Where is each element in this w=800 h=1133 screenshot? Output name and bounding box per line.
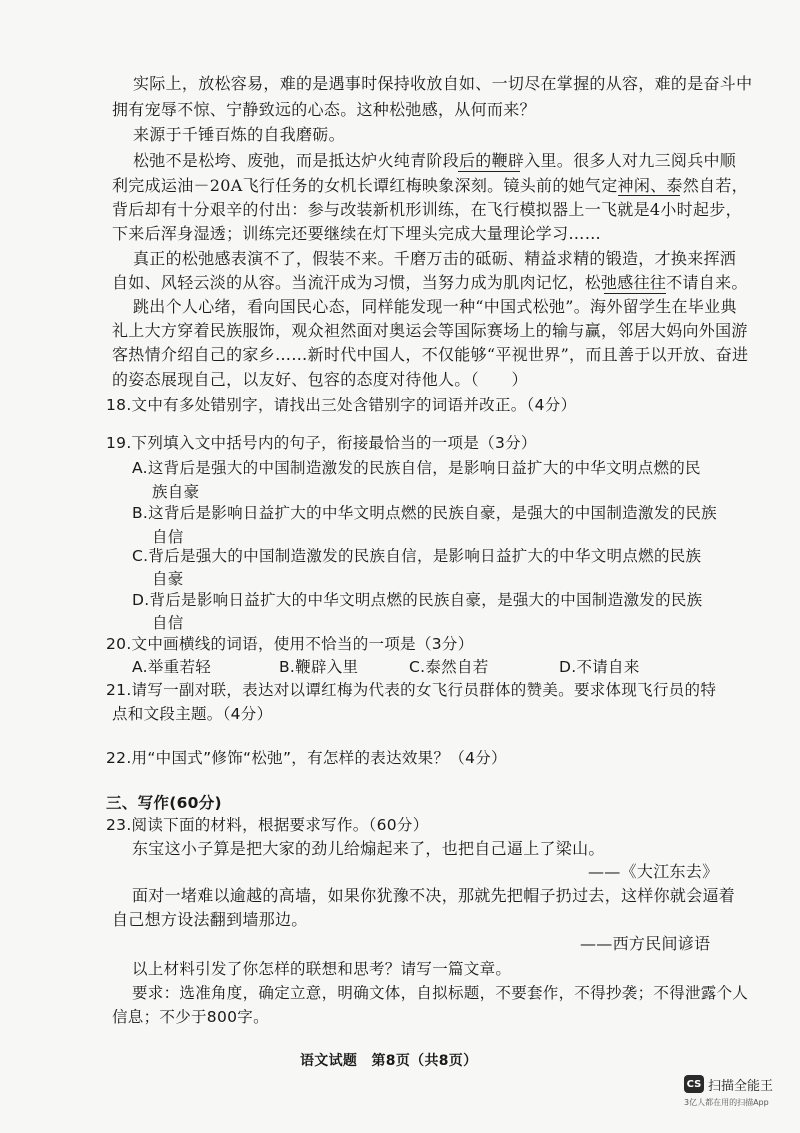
page-footer: 语文试题 第8页（共8页） bbox=[300, 1053, 478, 1069]
underline-tairanziruo bbox=[618, 195, 680, 196]
question-22: 22.用“中国式”修饰“松弛”，有怎样的表达效果？（4分） bbox=[106, 749, 507, 767]
passage-p3-line2: 利完成运油－20A飞行任务的女机长谭红梅映象深刻。镜头前的她气定神闲、泰然自若， bbox=[112, 176, 748, 195]
scanner-tagline: 3亿人都在用的扫描App bbox=[684, 1098, 769, 1107]
passage-p1-line1: 实际上，放松容易，难的是遇事时保持收放自如、一切尽在掌握的从容，难的是奋斗中 bbox=[133, 74, 753, 93]
q19-option-d-line2: 自信 bbox=[152, 614, 184, 632]
q19-option-a-line1: A.这背后是强大的中国制造激发的民族自信，是影响日益扩大的中华文明点燃的民 bbox=[132, 459, 701, 477]
q20-option-a: A.举重若轻 bbox=[132, 658, 212, 676]
passage-p3-line3: 背后却有十分艰辛的付出：参与改装新机形训练，在飞行模拟器上一飞就是4小时起步， bbox=[112, 200, 742, 219]
q19-option-b-line2: 自信 bbox=[152, 528, 184, 546]
scanner-brand: 扫描全能王 bbox=[708, 1079, 774, 1094]
question-21-line1: 21.请写一副对联，表达对以谭红梅为代表的女飞行员群体的赞美。要求体现飞行员的特 bbox=[106, 681, 717, 699]
q19-option-d-line1: D.背后是影响日益扩大的中华文明点燃的民族自豪，是强大的中国制造激发的民族 bbox=[132, 591, 703, 609]
writing-prompt: 以上材料引发了你怎样的联想和思考？请写一篇文章。 bbox=[132, 960, 512, 978]
material-2-line1: 面对一堵难以逾越的高墙，如果你犹豫不决，那就先把帽子扔过去，这样你就会逼着 bbox=[132, 886, 736, 905]
q19-option-b-line1: B.这背后是影响日益扩大的中华文明点燃的民族自豪，是强大的中国制造激发的民族 bbox=[132, 504, 717, 522]
writing-requirements-line1: 要求：选准角度，确定立意，明确文体，自拟标题，不要套作，不得抄袭；不得泄露个人 bbox=[132, 984, 749, 1002]
underline-bianpirul bbox=[458, 171, 520, 172]
passage-p4-line1: 真正的松弛感表演不了，假装不来。千磨万击的砥砺、精益求精的锻造，才换来挥洒 bbox=[133, 249, 737, 268]
q19-option-a-line2: 族自豪 bbox=[152, 483, 200, 501]
passage-p5-line2: 礼上大方穿着民族服饰，观众袒然面对奥运会等国际赛场上的输与赢，邻居大妈向外国游 bbox=[112, 321, 748, 340]
q20-option-c: C.泰然自若 bbox=[409, 658, 489, 676]
material-1: 东宝这小子算是把大家的劲儿给煽起来了，也把自己逼上了梁山。 bbox=[132, 839, 605, 858]
question-19: 19.下列填入文中括号内的句子，衔接最恰当的一项是（3分） bbox=[106, 434, 537, 452]
material-2-source: ——西方民间谚语 bbox=[580, 934, 711, 953]
passage-p3-line1: 松弛不是松垮、废弛，而是抵达炉火纯青阶段后的鞭辟入里。很多人对九三阅兵中顺 bbox=[133, 151, 737, 170]
material-1-source: ——《大江东去》 bbox=[588, 862, 719, 881]
question-20: 20.文中画横线的词语，使用不恰当的一项是（3分） bbox=[106, 635, 474, 653]
passage-p3-line4: 下来后浑身湿透；训练完还要继续在灯下埋头完成大量理论学习…… bbox=[112, 224, 602, 243]
q19-option-c-line2: 自豪 bbox=[152, 570, 184, 588]
passage-p5-line3: 客热情介绍自己的家乡……新时代中国人，不仅能够“平视世界”，而且善于以开放、奋进 bbox=[112, 345, 749, 364]
passage-p2: 来源于千锤百炼的自我磨砺。 bbox=[133, 125, 345, 144]
question-18: 18.文中有多处错别字，请找出三处含错别字的词语并改正。（4分） bbox=[106, 396, 577, 414]
passage-p1-line2: 拥有宠辱不惊、宁静致远的心态。这种松弛感，从何而来？ bbox=[112, 100, 536, 119]
passage-p5-line1: 跳出个人心绪，看向国民心态，同样能发现一种“中国式松弛”。海外留学生在毕业典 bbox=[133, 297, 737, 316]
passage-p5-line4: 的姿态展现自己，以友好、包容的态度对待他人。（ ） bbox=[112, 370, 528, 389]
camscanner-logo-icon: CS bbox=[684, 1075, 704, 1093]
q19-option-c-line1: C.背后是强大的中国制造激发的民族自信，是影响日益扩大的中华文明点燃的民族 bbox=[132, 547, 702, 565]
q20-option-b: B.鞭辟入里 bbox=[279, 658, 359, 676]
passage-p4-line2: 自如、风轻云淡的从容。当流汗成为习惯，当努力成为肌肉记忆，松弛感往往不请自来。 bbox=[112, 273, 748, 292]
q20-option-d: D.不请自来 bbox=[559, 658, 640, 676]
question-23: 23.阅读下面的材料，根据要求写作。（60分） bbox=[106, 816, 429, 834]
writing-requirements-line2: 信息；不少于800字。 bbox=[112, 1008, 269, 1026]
underline-buqingzilai bbox=[604, 293, 666, 294]
section-writing-title: 三、写作(60分) bbox=[106, 794, 222, 812]
question-21-line2: 点和文段主题。（4分） bbox=[112, 705, 273, 723]
material-2-line2: 自己想方设法翻到墙那边。 bbox=[112, 910, 308, 929]
